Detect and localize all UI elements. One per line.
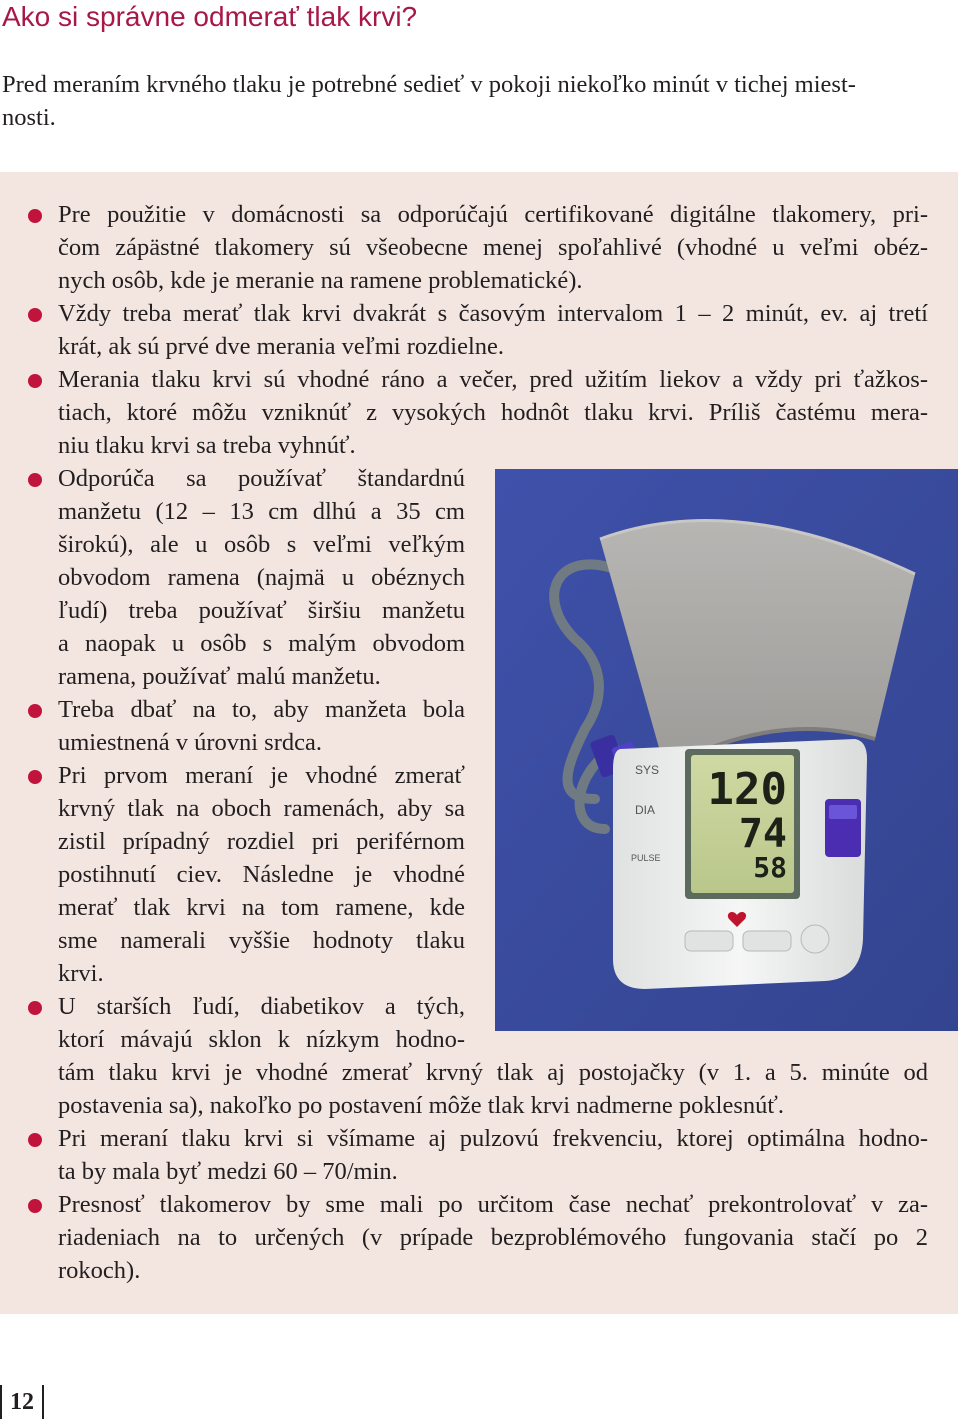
bullet-icon	[28, 1001, 42, 1015]
list-item-line: niu tlaku krvi sa treba vyhnúť.	[58, 432, 356, 459]
bullet-icon	[28, 704, 42, 718]
list-item-line: Merania tlaku krvi sú vhodné ráno a večer, pred užitím liekov a vždy pri ťažkos-	[58, 366, 928, 393]
list-item-line: širokú), ale u osôb s veľmi veľkým	[58, 531, 465, 558]
list-item-line: Pri meraní tlaku krvi si všímame aj pulzovú frekvenciu, ktorej optimálna hodno-	[58, 1125, 928, 1152]
list-item-line: manžetu (12 – 13 cm dlhú a 35 cm	[58, 498, 465, 525]
list-item-line: tiach, ktoré môžu vzniknúť z vysokých hodnôt tlaku krvi. Príliš častému mera-	[58, 399, 928, 426]
sys-reading: 120	[707, 764, 787, 815]
monitor-illustration	[495, 469, 958, 1031]
list-item-line: ľudí) treba používať širšiu manžetu	[58, 597, 465, 624]
bullet-icon	[28, 1199, 42, 1213]
bullet-icon	[28, 770, 42, 784]
intro-line: nosti.	[2, 104, 56, 131]
page-number-divider	[42, 1385, 44, 1419]
list-item-line: merať tlak krvi na tom ramene, kde	[58, 894, 465, 921]
list-item-line: čom zápästné tlakomery sú všeobecne menej spoľahlivé (vhodné u veľmi obéz-	[58, 234, 928, 261]
list-item-line: riadeniach na to určených (v prípade bezproblémového fungovania stačí po 2	[58, 1224, 928, 1251]
list-item-line: postavenia sa), nakoľko po postavení môže tlak krvi nadmerne poklesnúť.	[58, 1092, 784, 1119]
list-item-line: Pri prvom meraní je vhodné zmerať	[58, 762, 465, 789]
list-item-line: sme namerali vyššie hodnoty tlaku	[58, 927, 465, 954]
list-item-line: krvný tlak na oboch ramenách, aby sa	[58, 795, 465, 822]
bullet-icon	[28, 308, 42, 322]
list-item-line: obvodom ramena (najmä u obéznych	[58, 564, 465, 591]
list-item-line: ktorí mávajú sklon k nízkym hodno-	[58, 1026, 465, 1053]
page-title: Ako si správne odmerať tlak krvi?	[2, 1, 418, 32]
dia-reading: 74	[738, 811, 787, 857]
memory-button	[685, 931, 733, 951]
pulse-reading: 58	[753, 851, 787, 884]
list-item-line: rokoch).	[58, 1257, 141, 1284]
list-item-line: ramena, používať malú manžetu.	[58, 663, 381, 690]
list-item-line: U starších ľudí, diabetikov a tých,	[58, 993, 465, 1020]
bullet-icon	[28, 1133, 42, 1147]
list-item-line: Treba dbať na to, aby manžeta bola	[58, 696, 465, 723]
list-item-line: umiestnená v úrovni srdca.	[58, 729, 322, 756]
bullet-icon	[28, 209, 42, 223]
dia-label: DIA	[635, 803, 656, 817]
list-item-line: Presnosť tlakomerov by sme mali po určitom čase nechať prekontrolovať v za-	[58, 1191, 928, 1218]
pulse-label: PULSE	[631, 853, 661, 863]
intro-line: Pred meraním krvného tlaku je potrebné sedieť v pokoji niekoľko minút v tichej miest-	[2, 71, 856, 98]
bullet-icon	[28, 473, 42, 487]
list-item-line: zistil prípadný rozdiel pri periférnom	[58, 828, 465, 855]
list-item-line: tám tlaku krvi je vhodné zmerať krvný tlak aj postojačky (v 1. a 5. minúte od	[58, 1059, 928, 1086]
list-item-line: Odporúča sa používať štandardnú	[58, 465, 465, 492]
page-number-value: 12	[10, 1389, 34, 1415]
list-item-line: krát, ak sú prvé dve merania veľmi rozdielne.	[58, 333, 505, 360]
start-button	[801, 925, 829, 953]
list-item-line: krvi.	[58, 960, 104, 987]
sys-label: SYS	[635, 763, 660, 777]
blood-pressure-monitor-photo	[495, 469, 958, 1031]
page-number	[0, 1382, 44, 1422]
list-item-line: ta by mala byť medzi 60 – 70/min.	[58, 1158, 398, 1185]
intro-paragraph	[2, 68, 856, 134]
set-button	[743, 931, 791, 951]
list-item-line: Vždy treba merať tlak krvi dvakrát s časovým intervalom 1 – 2 minút, ev. aj tretí	[58, 300, 928, 327]
list-item-line: nych osôb, kde je meranie na ramene problematické).	[58, 267, 583, 294]
bullet-icon	[28, 374, 42, 388]
list-item-line: a naopak u osôb s malým obvodom	[58, 630, 465, 657]
list-item-line: postihnutí ciev. Následne je vhodné	[58, 861, 465, 888]
list-item-line: Pre použitie v domácnosti sa odporúčajú certifikované digitálne tlakomery, pri-	[58, 201, 928, 228]
